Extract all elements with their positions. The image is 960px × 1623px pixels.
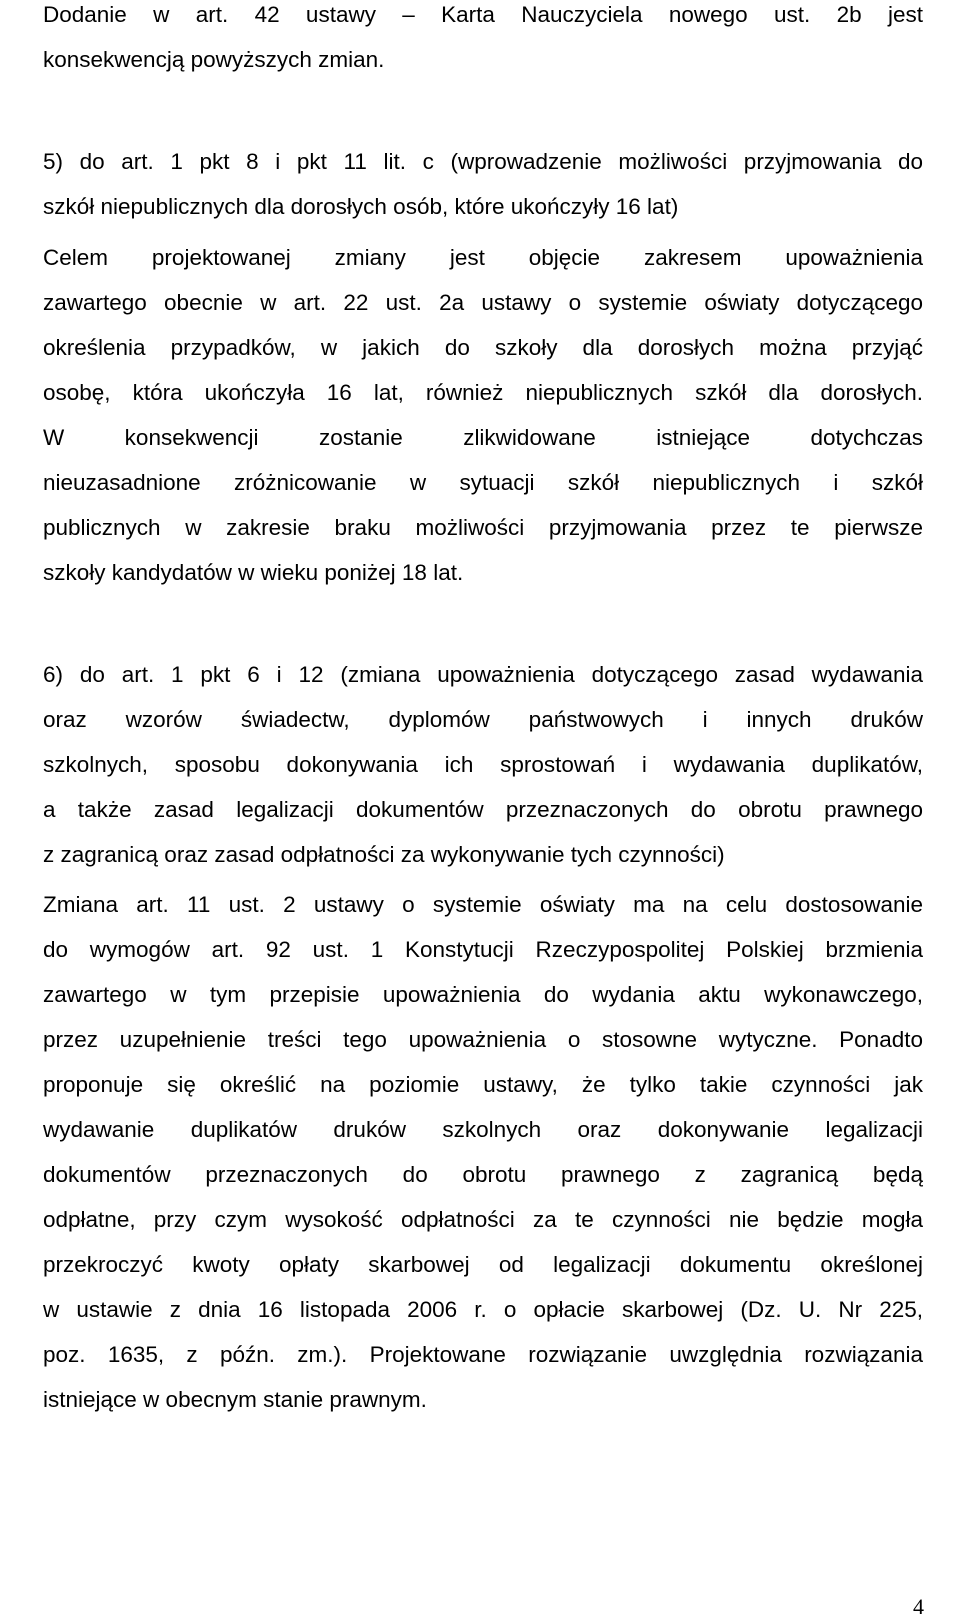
- text-line: istniejące w obecnym stanie prawnym.: [43, 1387, 427, 1412]
- page-number: 4: [913, 1594, 924, 1619]
- text-line: Dodanie w art. 42 ustawy – Karta Nauczyciela nowego ust. 2b jest: [43, 2, 923, 27]
- text-line: konsekwencją powyższych zmian.: [43, 47, 385, 72]
- text-line: z zagranicą oraz zasad odpłatności za wykonywanie tych czynności): [43, 842, 725, 867]
- text-line: Zmiana art. 11 ust. 2 ustawy o systemie oświaty ma na celu dostosowanie: [43, 892, 923, 917]
- text-line: 6) do art. 1 pkt 6 i 12 (zmiana upoważnienia dotyczącego zasad wydawania: [43, 662, 923, 687]
- text-line: publicznych w zakresie braku możliwości przyjmowania przez te pierwsze: [43, 515, 923, 540]
- text-line: nieuzasadnione zróżnicowanie w sytuacji szkół niepublicznych i szkół: [43, 470, 923, 495]
- heading-point-5: [43, 139, 923, 229]
- text-line: w ustawie z dnia 16 listopada 2006 r. o opłacie skarbowej (Dz. U. Nr 225,: [43, 1297, 923, 1322]
- text-line: zawartego w tym przepisie upoważnienia do wydania aktu wykonawczego,: [43, 982, 923, 1007]
- text-line: 5) do art. 1 pkt 8 i pkt 11 lit. c (wprowadzenie możliwości przyjmowania do: [43, 149, 923, 174]
- text-line: określenia przypadków, w jakich do szkoły dla dorosłych można przyjąć: [43, 335, 923, 360]
- text-line: a także zasad legalizacji dokumentów przeznaczonych do obrotu prawnego: [43, 797, 923, 822]
- text-line: osobę, która ukończyła 16 lat, również niepublicznych szkół dla dorosłych.: [43, 380, 923, 405]
- text-line: do wymogów art. 92 ust. 1 Konstytucji Rzeczypospolitej Polskiej brzmienia: [43, 937, 923, 962]
- text-line: szkolnych, sposobu dokonywania ich sprostowań i wydawania duplikatów,: [43, 752, 923, 777]
- text-line: poz. 1635, z późn. zm.). Projektowane rozwiązanie uwzględnia rozwiązania: [43, 1342, 923, 1367]
- paragraph-point-5-body: [43, 235, 923, 595]
- heading-point-6: [43, 652, 923, 877]
- text-line: proponuje się określić na poziomie ustawy, że tylko takie czynności jak: [43, 1072, 923, 1097]
- text-line: Celem projektowanej zmiany jest objęcie zakresem upoważnienia: [43, 245, 923, 270]
- text-line: wydawanie duplikatów druków szkolnych oraz dokonywanie legalizacji: [43, 1117, 923, 1142]
- paragraph-karta-nauczyciela: [43, 0, 923, 82]
- text-line: odpłatne, przy czym wysokość odpłatności za te czynności nie będzie mogła: [43, 1207, 923, 1232]
- text-line: oraz wzorów świadectw, dyplomów państwowych i innych druków: [43, 707, 923, 732]
- text-line: szkoły kandydatów w wieku poniżej 18 lat.: [43, 560, 464, 585]
- text-line: dokumentów przeznaczonych do obrotu prawnego z zagranicą będą: [43, 1162, 923, 1187]
- text-line: przekroczyć kwoty opłaty skarbowej od legalizacji dokumentu określonej: [43, 1252, 923, 1277]
- text-line: zawartego obecnie w art. 22 ust. 2a ustawy o systemie oświaty dotyczącego: [43, 290, 923, 315]
- text-line: przez uzupełnienie treści tego upoważnienia o stosowne wytyczne. Ponadto: [43, 1027, 923, 1052]
- text-line: W konsekwencji zostanie zlikwidowane istniejące dotychczas: [43, 425, 923, 450]
- text-line: szkół niepublicznych dla dorosłych osób, które ukończyły 16 lat): [43, 194, 679, 219]
- paragraph-point-6-body: [43, 882, 923, 1422]
